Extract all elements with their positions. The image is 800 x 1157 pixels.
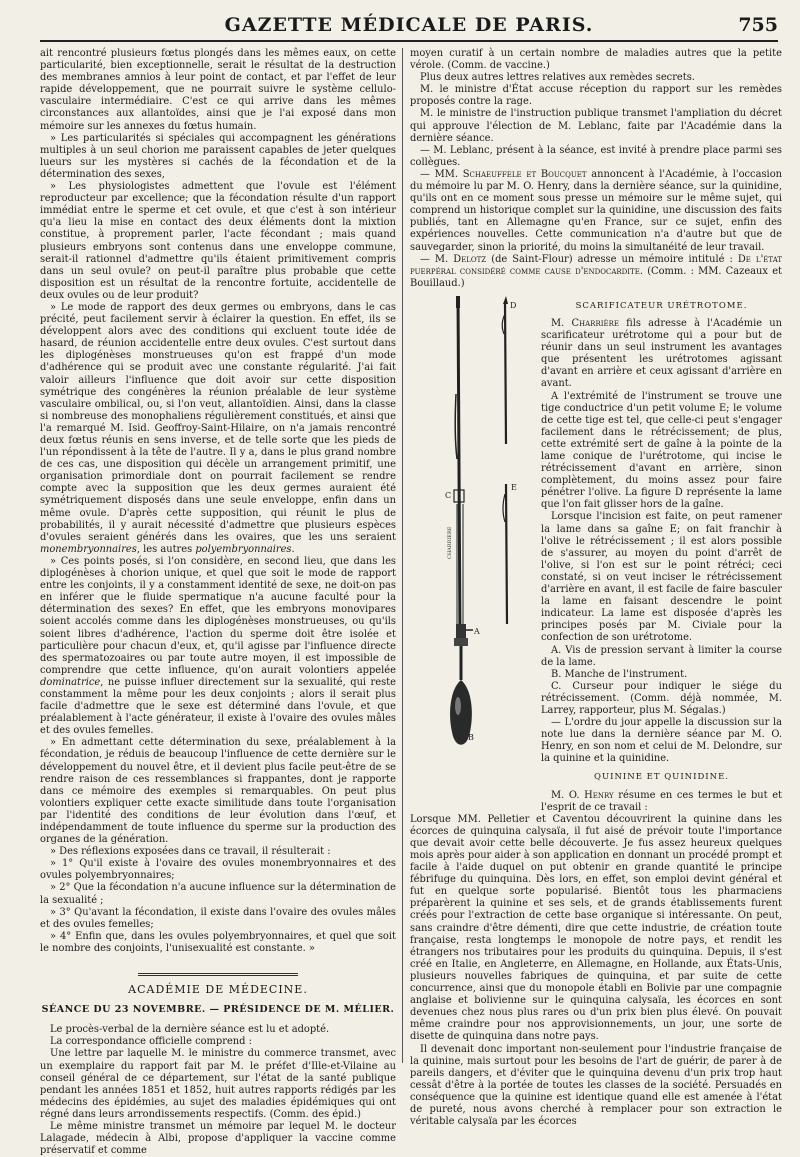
paragraph: moyen curatif à un certain nombre de maladies autres que la petite vérole. (Comm. de vaccine.) (410, 48, 782, 72)
subsection-title: SCARIFICATEUR URÉTROTOME. (575, 300, 748, 311)
paragraph: — M. Delotz (de Saint-Flour) adresse un mémoire intitulé : De l'état puerpéral considéré comme cause d'endocardite. (Comm. : MM. Cazeaux et Bouillaud.) (410, 253, 783, 289)
paragraph: — L'ordre du jour appelle la discussion sur la note lue dans la dernière séance par M. O. Henry, en son nom et celui de M. Delondre, sur la quinine et la quinidine. (541, 717, 782, 765)
paragraph: Le même ministre transmet un mémoire par lequel M. le docteur Lalagade, médecin à Albi, propose d'appliquer la vaccine comme préservatif et comme (40, 1120, 396, 1157)
conclusion-item: » 3° Qu'avant la fécondation, il existe dans l'ovaire des ovules mâles et des ovules femelles; (40, 906, 396, 930)
legend-item: C. Curseur pour indiquer le siége du rétrécissement. (Comm. déjà nommée, M. Larrey, rapporteur, plus M. Ségalas.) (541, 680, 782, 716)
paragraph: — M. Leblanc, présent à la séance, est invité à prendre place parmi ses collègues. (410, 144, 782, 168)
section-title: ACADÉMIE DE MÉDECINE. (128, 983, 308, 997)
legend-item: B. Manche de l'instrument. (551, 668, 688, 680)
paragraph: Plus deux autres lettres relatives aux remèdes secrets. (420, 72, 695, 84)
paragraph: » Les physiologistes admettent que l'ovule est l'élément reproducteur par excellence; que la fécondation résulte d'un rapport immédiat entre le sperme et cet ovule, et que c'est à son intérieur qu'a lieu la mise en contact des deux éléments dont la mixtion constitue, à proprement parler, l'acte fécondant ; mais quand plusieurs embryons sont contenus dans une enveloppe commune, serait-il rationnel d'admettre qu'ils étaient primitivement compris dans un seul ovule? on peut-il paraître plus probable que cette disposition est un résultat de la rencontre fortuite, accidentelle de deux ovules ou de leur produit? (40, 181, 396, 301)
label-c: C (445, 490, 452, 500)
author-name: Henry (584, 789, 614, 801)
right-column (410, 48, 782, 1128)
paragraph: Le procès-verbal de la dernière séance est lu et adopté. (50, 1024, 330, 1036)
label-e: E (511, 482, 517, 492)
paragraph: » En admettant cette détermination du sexe, préalablement à la fécondation, je réduis de beaucoup l'influence de cette dernière sur le développement du nouvel être, et il devient plus facile peut-être de se rendre raison de ces ressemblances si frappantes, dont je rapporte dans ce mémoire des exemples si remarquables. On peut plus volontiers expliquer cette exacte similitude dans toute l'organisation par l'identité des conditions de leur évolution dans l'œuf, et indépendamment de toute influence du sperme sur la production des organes de la génération. (40, 737, 396, 846)
paragraph: M. le ministre d'État accuse réception du rapport sur les remèdes proposés contre la rage. (410, 84, 782, 108)
conclusion-item: » 2° Que la fécondation n'a aucune influence sur la détermination de la sexualité ; (40, 882, 396, 906)
urethrotome-figure (410, 294, 535, 764)
paragraph: — MM. Schaeuffele et Boucquet annoncent à l'Académie, à l'occasion du mémoire lu par M. O. Henry, dans la dernière séance, sur la quinidine, qu'ils ont en ce moment sous presse un mémoire sur le même sujet, qui comprend un historique complet sur la quinidine, une discussion des faits publiés, tant en Allemagne qu'en France, sur ce sujet, enfin des expériences nouvelles. Cette communication n'a d'autre but que de sauvegarder, sinon la priorité, du moins la simultanéité de leur travail. (410, 168, 783, 253)
emphasis: dominatrice (40, 676, 101, 688)
paragraph: Il devenait donc important non-seulement pour l'industrie française de la quinine, mais surtout pour les besoins de l'art de guérir, de parer à de pareils dangers, et d'éviter que le quinquina devenu d'un prix trop haut cessât d'être à la portée de toutes les classes de la société. Persuadés en conséquence que la quinine est identique quand elle est amenée à l'état de pureté, nous avons cherché à remplacer pour son extraction le véritable calysaïa par les écorces (410, 1043, 782, 1128)
label-b: B (468, 732, 474, 742)
conclusion-item: » 4° Enfin que, dans les ovules polyembryonnaires, et quel que soit le nombre des conjoints, l'unisexualité est constante. » (40, 930, 396, 954)
paragraph: » Ces points posés, si l'on considère, en second lieu, que dans les diplogénèses à chorion unique, et quel que soit le mode de rapport entre les conjoints, il y a constamment identité de sexe, ne doit-on pas en inférer que le fluide spermatique n'a aucune faculté pour la détermination des sexes? En effet, que les embryons monovipares soient accolés comme dans les diplogénèses monstrueuses, ou qu'ils soient libres d'adhérence, l'action du sperme doit être isolée et particulière pour chacun d'eux, et, qu'il agisse par l'influence directe des spermatozoaires ou par toute autre moyen, il est impossible de comprendre que cette influence, qu'on aurait volontiers appelée dominatrice, ne puisse influer directement sur la sexualité, qui reste constamment la même pour les deux conjoints ; alors il serait plus facile d'admettre que le sexe est déterminé dans l'ovule, et que préalablement à l'acte générateur, il existe à l'ovaire des ovules mâles et des ovules femelles. (40, 555, 396, 737)
paragraph: » Le mode de rapport des deux germes ou embryons, dans le cas précité, peut facilement servir à éclairer la question. En effet, ils se développent alors avec des conditions qui excluent toute idée de hasard, de réunion accidentelle entre deux ovules. C'est surtout dans les diplogénèses monstrueuses qu'on est frappé d'un mode d'adhérence qui se produit avec une constante régularité. J'ai fait valoir ailleurs l'influence que doit avoir sur cette disposition symétrique des congénères la réunion préalable de leur système vasculaire ombilical, ou, si l'on veut, allantoïdien. Ainsi, dans la classe si nombreuse des monophaliens régulièrement constitués, et ainsi que l'a remarqué M. Isid. Geoffroy-Saint-Hilaire, on n'a jamais rencontré deux fœtus réunis en sens inverse, et de telle sorte que les pieds de l'un répondissent à la tête de l'autre. Il y a, dans le plus grand nombre de ces cas, une disposition qui décèle un arrangement primitif, une organisation primordiale dont on pourrait facilement se rendre compte avec la supposition que les deux germes auraient été symétriquement disposés dans une seule enveloppe, enfin dans un même ovule. D'après cette supposition, qui réunit le plus de probabilités, il y aurait nécessité d'admettre que plusieurs espèces d'ovules seraient générés dans les ovaires, que les uns seraient monembryonnaires, les autres polyembryonnaires. (40, 301, 396, 555)
paragraph: A l'extrémité de l'instrument se trouve une tige conductrice d'un petit volume E; le volume de cette tige est tel, que celle-ci peut s'engager facilement dans le rétrécissement; de plus, cette extrémité sert de gaîne à la pointe de la lame conique de l'urétrotome, qui incise le rétrécissement d'avant en arrière, sinon complètement, du moins assez pour faire pénétrer l'olive. La figure D représente la lame que l'on fait glisser hors de la gaîne. (541, 390, 782, 511)
paragraph: Une lettre par laquelle M. le ministre du commerce transmet, avec un exemplaire du rapport fait par M. le préfet d'Ille-et-Vilaine au conseil général de ce département, sur l'état de la santé publique pendant les années 1851 et 1852, huit autres rapports rédigés par les médecins des épidémies, au sujet des maladies épidémiques qui ont régné dans leurs arrondissements respectifs. (Comm. des épid.) (40, 1048, 396, 1120)
paragraph: M. O. Henry résume en ces termes le but et l'esprit de ce travail : (541, 789, 783, 813)
urethrotome-section (410, 294, 782, 814)
journal-title: GAZETTE MÉDICALE DE PARIS. (224, 14, 594, 36)
memoir-title: De l'état puerpéral considéré comme cause d'endocardite. (410, 253, 783, 277)
label-d: D (510, 300, 517, 310)
urethrotome-text (535, 294, 782, 814)
author-names: Schaeuffele et Boucquet (462, 168, 587, 180)
seance-heading: SÉANCE DU 23 NOVEMBRE. — PRÉSIDENCE DE M. MÉLIER. (41, 1004, 395, 1016)
paragraph: Lorsque l'incision est faite, on peut ramener la lame dans sa gaîne E; on fait franchir à l'olive le rétrécissement ; il est alors possible de s'assurer, au moyen du point d'arrêt de l'olive, si l'on est sur le point rétréci; ceci constaté, si on veut inciser le rétrécissement d'arrière en avant, il est facile de faire basculer la lame en faisant descendre le point indicateur. La lame est disposée d'après les principes posés par M. Civiale pour la confection de son urétrotome. (541, 511, 782, 644)
legend-item: A. Vis de pression servant à limiter la course de la lame. (541, 644, 782, 668)
paragraph: » Les particularités si spéciales qui accompagnent les générations multiples à un seul chorion me paraissent capables de jeter quelques lueurs sur les mystères si cachés de la fécondation et de la détermination des sexes, (40, 132, 396, 180)
author-name: Charrière (571, 317, 619, 329)
page-header (40, 14, 778, 42)
author-name: Delotz (453, 253, 487, 265)
conclusion-item: » 1° Qu'il existe à l'ovaire des ovules monembryonnaires et des ovules polyembryonnaires; (40, 858, 396, 882)
emphasis: polyembryonnaires (195, 543, 292, 555)
paragraph: » Des réflexions exposées dans ce travail, il résulterait : (50, 846, 331, 858)
maker-mark: CHARRIÈRE (447, 526, 453, 559)
label-a: A (474, 626, 480, 636)
paragraph: M. le ministre de l'instruction publique transmet l'ampliation du décret qui approuve l'élection de M. Leblanc, faite par l'Académie dans la dernière séance. (410, 108, 782, 144)
section-divider (138, 973, 298, 976)
paragraph: M. Charrière fils adresse à l'Académie un scarificateur urétrotome qui a pour but de réunir dans un seul instrument les avantages que présentent les urétrotomes agissant d'avant en arrière et ceux agissant d'arrière en avant. (541, 317, 783, 390)
page-number: 755 (738, 14, 778, 36)
emphasis: monembryonnaires (40, 543, 137, 555)
paragraph: Lorsque MM. Pelletier et Caventou découvrirent la quinine dans les écorces de quinquina calysaïa, il fut aisé de prévoir toute l'importance que devait avoir cette belle découverte. Je fus assez heureux quelques mois après pour aider à son application en donnant un procédé prompt et facile à l'aide duquel on put obtenir en grande quantité le principe fébrifuge du quinquina. Dès lors, en effet, son emploi devint général et fut en quelque sorte popularisé. Bientôt tous les pharmaciens préparèrent la quinine et ses sels, et de grands établissements furent créés pour l'extraction de cette base organique si intéressante. On peut, sans craindre d'être démenti, dire que cette industrie, de création toute française, resta longtemps le monopole de notre pays, et rendit les étrangers nos tributaires pour les produits du quinquina. Depuis, il s'est créé en Italie, en Angleterre, en Allemagne, en Hollande, aux États-Unis, plusieurs nouvelles fabriques de quinquina, et par suite de cette concurrence, ainsi que du monopole établi en Bolivie par une compagnie anglaise et bolivienne sur le quinquina calysaïa, les écorces en sont devenues chez nous plus rares ou d'un prix bien plus élevé. On pouvait même craindre pour nos approvisionnements, un jour, une sorte de disette de quinquina dans notre pays. (410, 813, 782, 1043)
paragraph: La correspondance officielle comprend : (50, 1036, 252, 1048)
left-column (40, 48, 396, 1157)
subsection-title: QUININE ET QUINIDINE. (593, 772, 729, 783)
urethrotome-illustration-icon (410, 294, 535, 764)
column-divider (402, 48, 403, 1063)
paragraph: ait rencontré plusieurs fœtus plongés dans les mêmes eaux, on cette particularité, bien exceptionnelle, serait le résultat de la destruction des membranes amnios à leur point de contact, et par l'effet de leur rapide développement, que ne pourrait suivre le système cellulo-vasculaire intermédiaire. C'est ce qui arrive dans les mêmes circonstances aux allantoïdes, ainsi que je l'ai exposé dans mon mémoire sur les annexes du fœtus humain. (40, 48, 396, 132)
